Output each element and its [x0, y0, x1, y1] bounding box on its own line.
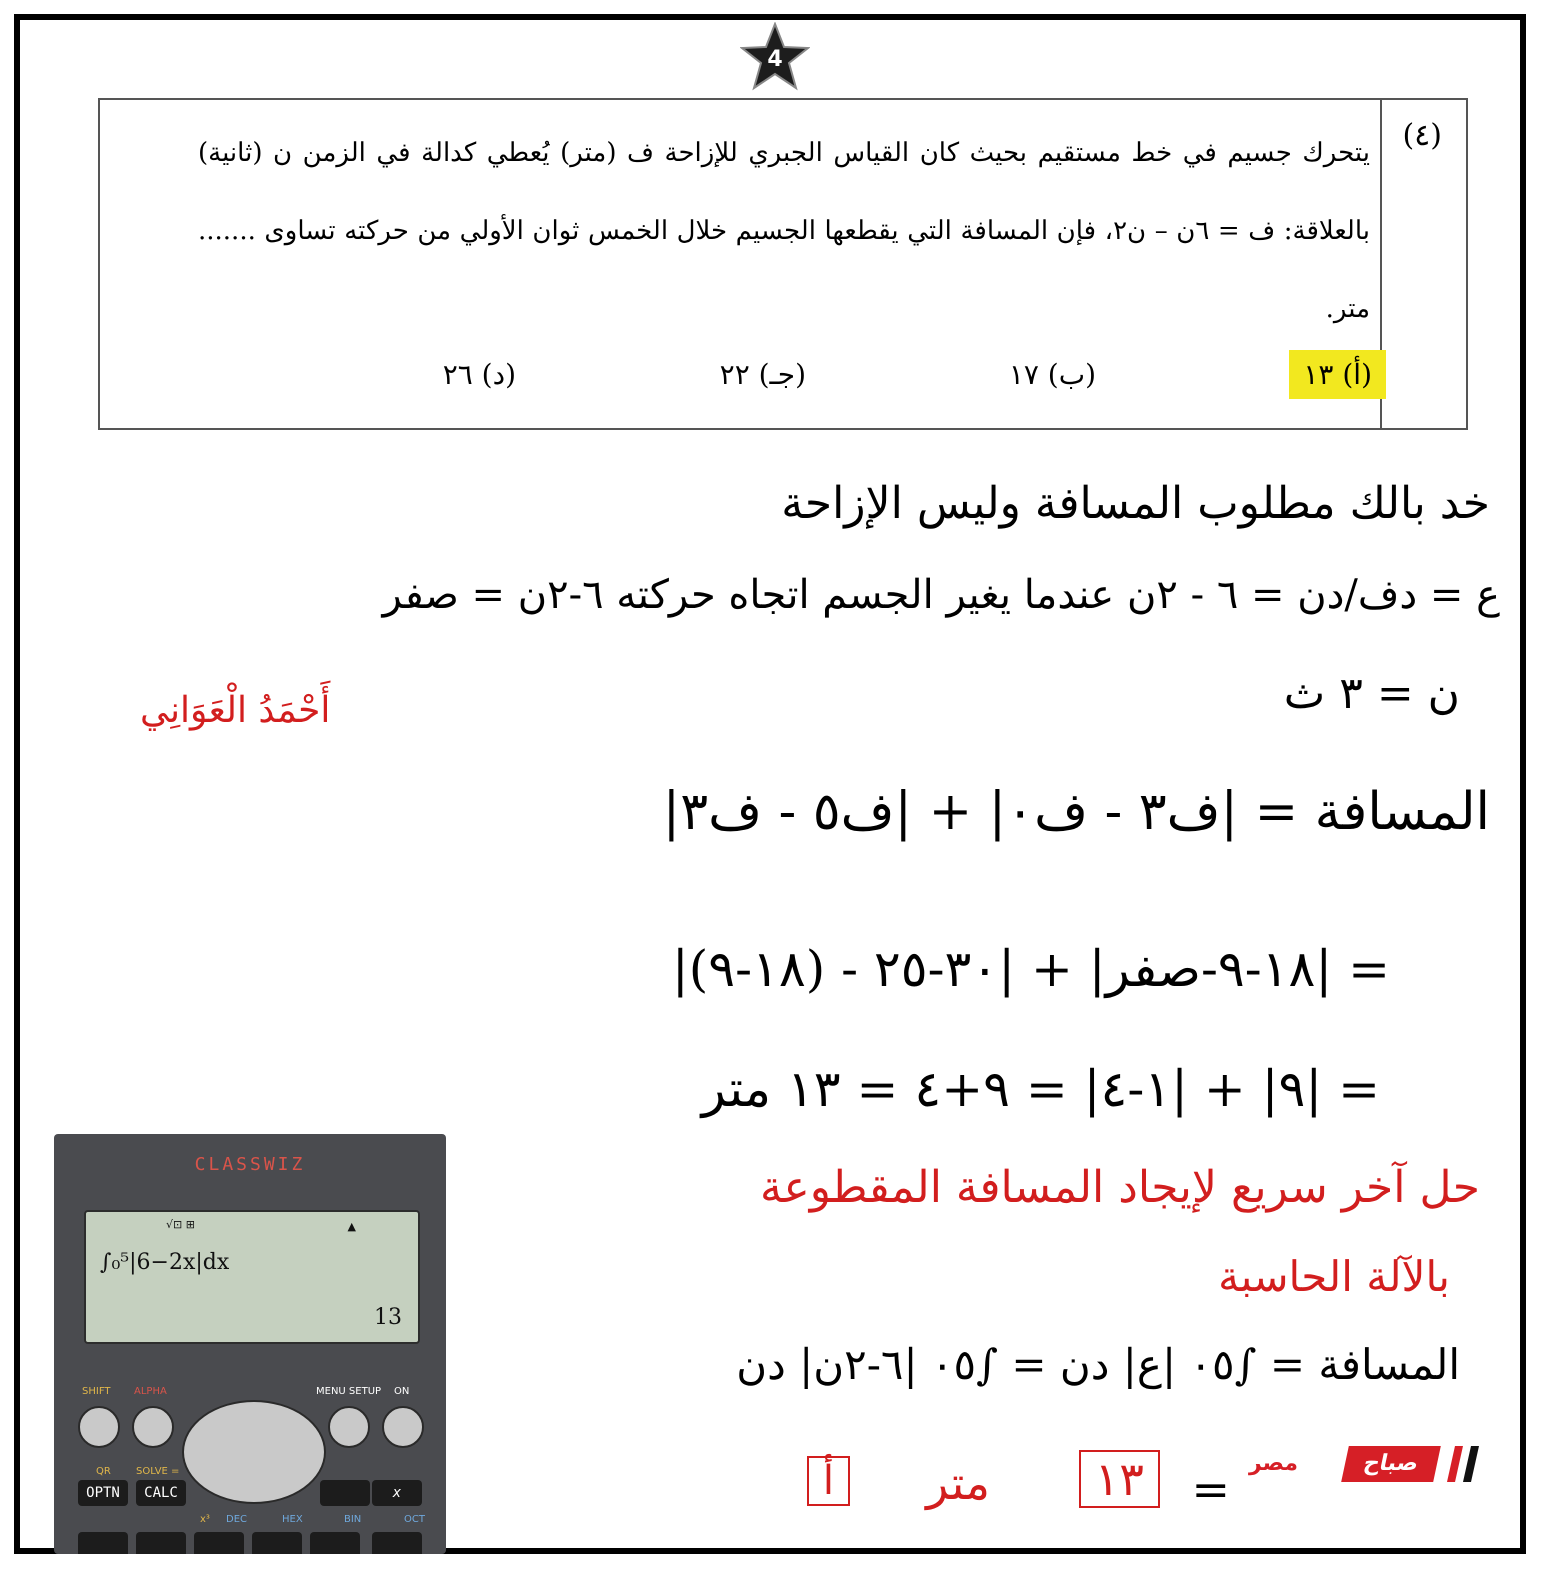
optn-button[interactable]: OPTN [78, 1480, 128, 1506]
calculator-brand: CLASSWIZ [194, 1154, 306, 1175]
power-button[interactable] [252, 1532, 302, 1554]
question-box [98, 98, 1468, 430]
fraction-button[interactable] [78, 1532, 128, 1554]
sabah-masr-logo [1243, 1440, 1487, 1488]
integral-button[interactable] [320, 1480, 370, 1506]
calculator-screen [84, 1210, 420, 1344]
square-button[interactable] [194, 1532, 244, 1554]
options-row [100, 350, 1386, 410]
alt-solution-subtitle: بالآلة الحاسبة [1218, 1252, 1450, 1301]
bin-label: BIN [344, 1514, 362, 1525]
x3-label: x³ [200, 1514, 210, 1525]
x-button[interactable]: x [372, 1480, 422, 1506]
distance-formula: المسافة = |ف٣ - ف٠| + |ف٥ - ف٣| [662, 782, 1490, 842]
oct-label: OCT [404, 1514, 425, 1525]
final-equals: = [1191, 1462, 1230, 1516]
distance-result: = |٩| + |١-٤| = ٩+٤ = ١٣ متر [701, 1060, 1380, 1118]
calculator-image [54, 1134, 446, 1554]
calc-button[interactable]: CALC [136, 1480, 186, 1506]
velocity-equation: ع = دف/دن = ٦ - ٢ن عندما يغير الجسم اتجاه حركته ٦-٢ن = صفر [382, 572, 1500, 618]
shift-label: SHIFT [82, 1386, 111, 1397]
solve-label: SOLVE = [136, 1466, 180, 1477]
menu-label: MENU SETUP [316, 1386, 382, 1397]
shift-button[interactable] [78, 1406, 120, 1448]
log-button[interactable] [310, 1532, 360, 1554]
integral-formula: المسافة = ∫٠٥ |ع| دن = ∫٠٥ |٦-٢ن| دن [736, 1340, 1460, 1389]
screen-indicators: √⊡ ⊞ [166, 1218, 195, 1231]
option-c[interactable]: (جـ) ٢٢ [719, 358, 806, 391]
on-label: ON [394, 1386, 410, 1397]
final-value-box: ١٣ [1079, 1450, 1160, 1508]
star-badge-icon [740, 22, 810, 92]
hex-label: HEX [282, 1514, 303, 1525]
qr-label: QR [96, 1466, 111, 1477]
screen-arrow-icon: ▲ [347, 1220, 356, 1233]
menu-button[interactable] [328, 1406, 370, 1448]
sqrt-button[interactable] [136, 1532, 186, 1554]
logo-text-plain: مصر [1249, 1451, 1298, 1476]
option-b[interactable]: (ب) ١٧ [1008, 358, 1096, 391]
alpha-label: ALPHA [134, 1386, 167, 1397]
question-text: يتحرك جسيم في خط مستقيم بحيث كان القياس الجبري للإزاحة ف (متر) يُعطي كدالة في الزمن ن (ثانية) بالعلاقة: ف = ٦ن – ن٢، فإن المسافة التي يقطعها الجسيم خلال الخمس ثوان الأولي من حركته تساوى ....... متر. [198, 138, 1371, 324]
alt-solution-title: حل آخر سريع لإيجاد المسافة المقطوعة [759, 1162, 1480, 1213]
final-unit: متر [926, 1456, 990, 1510]
distance-substitution: = |١٨-٩-صفر| + |٣٠-٢٥ - (١٨-٩)| [671, 940, 1390, 998]
logo-text-red: صباح [1341, 1446, 1441, 1482]
option-a[interactable]: (أ) ١٣ [1289, 350, 1386, 399]
time-result: ن = ٣ ث [1283, 668, 1460, 719]
logo-bars-icon [1447, 1446, 1481, 1482]
author-signature: أَحْمَدُ الْعَوَانِي [140, 690, 331, 731]
question-number-column [1380, 100, 1466, 428]
option-d[interactable]: (د) ٢٦ [442, 358, 516, 391]
solution-note: خد بالك مطلوب المسافة وليس الإزاحة [781, 478, 1490, 529]
dpad-button[interactable] [182, 1400, 326, 1504]
alpha-button[interactable] [132, 1406, 174, 1448]
on-button[interactable] [382, 1406, 424, 1448]
question-number: (٤) [1402, 118, 1442, 153]
ln-button[interactable] [372, 1532, 422, 1554]
screen-expression: ∫₀⁵|6−2x|dx [100, 1250, 230, 1275]
final-choice-box: أ [807, 1456, 850, 1506]
dec-label: DEC [226, 1514, 248, 1525]
screen-result: 13 [374, 1305, 402, 1330]
badge-number: 4 [767, 47, 783, 72]
